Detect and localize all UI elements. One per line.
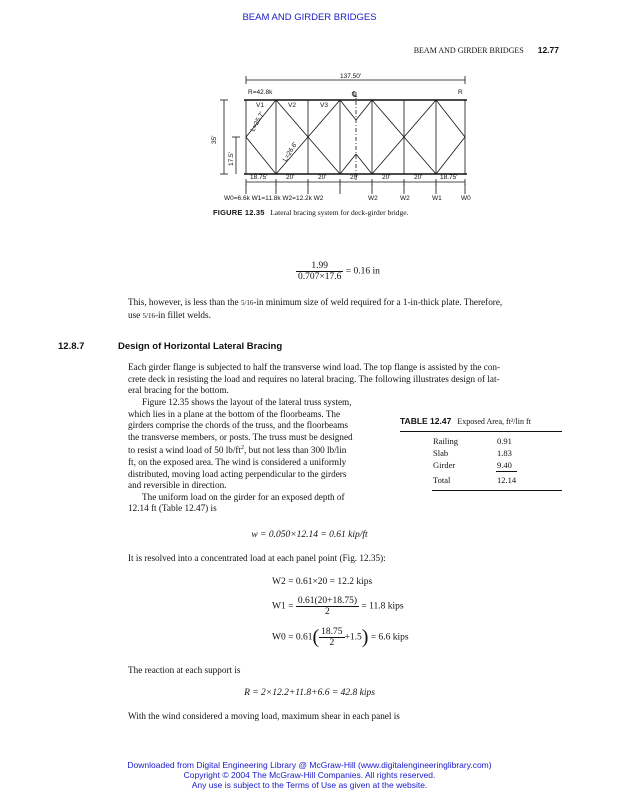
- paragraph-2: [128, 397, 390, 515]
- weld-text-3: use: [128, 309, 143, 320]
- para2-line: and reversible in direction.: [128, 480, 227, 491]
- weld-text-2: -in minimum size of weld required for a 1-in-thick plate. Therefore,: [253, 297, 503, 307]
- table-cell: Total: [433, 474, 451, 485]
- para2-line: ft, on the exposed area. The wind is considered a uniformly: [128, 457, 347, 468]
- section-heading: [58, 341, 282, 352]
- para2-sup: 2: [241, 445, 245, 452]
- para1-line: crete deck in resisting the load and requires no lateral bracing. The following illustrates design of lat-: [128, 373, 500, 384]
- table-cell: 0.91: [497, 436, 512, 446]
- footer: [0, 761, 619, 790]
- para2-l5b: , but not less than 300 lb/lin: [244, 445, 347, 456]
- para2-line: Figure 12.35 shows the layout of the lateral truss system,: [142, 397, 352, 407]
- table-row: [432, 472, 517, 488]
- reaction-left-label: R=42.8k: [248, 89, 273, 96]
- weld-paragraph: [128, 297, 560, 322]
- table-12-47: [400, 416, 562, 491]
- weld-text-1: This, however, is less than the: [128, 297, 241, 307]
- table-label: TABLE 12.47: [400, 416, 452, 426]
- table-cell: 1.83: [497, 448, 512, 458]
- weld-equation: [296, 261, 380, 282]
- weld-eq-rhs: = 0.16 in: [345, 266, 380, 277]
- w1-label: W1: [432, 195, 442, 202]
- v2-label: V2: [288, 102, 296, 109]
- para2-line: distributed, moving load acting perpendicular to the girders: [128, 468, 347, 479]
- panel-dim-1: 18.75': [250, 174, 268, 181]
- weld-fraction: 5/16: [240, 299, 254, 307]
- running-title: BEAM AND GIRDER BRIDGES: [413, 46, 524, 55]
- figure-caption-text: Lateral bracing system for deck-girder bridge.: [270, 208, 409, 217]
- reaction-right-label: R: [458, 89, 463, 96]
- paragraph-1: [128, 362, 560, 397]
- page-number: 12.77: [537, 45, 559, 55]
- height-label: 35': [211, 135, 218, 144]
- panel-dim-7: 18.75': [440, 174, 458, 181]
- weld-text-4: -in fillet welds.: [155, 309, 211, 320]
- w1-rhs: = 11.8 kips: [361, 601, 404, 612]
- footer-copyright: Copyright © 2004 The McGraw-Hill Companies. All rights reserved.: [183, 769, 436, 780]
- shear-text: With the wind considered a moving load, maximum shear in each panel is: [128, 711, 400, 721]
- lateral-bracing-figure: [200, 70, 490, 205]
- w1-equation: [272, 596, 404, 617]
- para2-line: [128, 443, 390, 457]
- v1-label: V1: [256, 102, 264, 109]
- resolved-text: It is resolved into a concentrated load at each panel point (Fig. 12.35):: [128, 553, 386, 563]
- weld-fraction-2: 5/16: [142, 311, 155, 320]
- weld-eq-denominator: 0.707×17.6: [298, 272, 342, 282]
- para2-line: the transverse members, or posts. The truss must be designed: [128, 431, 353, 442]
- wind-load-equation: w = 0.050×12.14 = 0.61 kip/ft: [251, 530, 368, 540]
- w2-label-b: W2: [400, 195, 410, 202]
- footer-terms: Any use is subject to the Terms of Use as given at the website.: [191, 779, 428, 790]
- loads-left-label: W0=6.6k W1=11.8k W2=12.2k W2: [224, 195, 324, 202]
- panel-dim-6: 20': [414, 174, 423, 181]
- section-number: 12.8.7: [58, 341, 85, 352]
- footer-download-link[interactable]: Downloaded from Digital Engineering Library @ McGraw-Hill (www.digitalengineeringlibrary.com): [127, 760, 492, 770]
- w2-label-a: W2: [368, 195, 378, 202]
- panel-dim-5: 20': [382, 174, 391, 181]
- span-label: 137.50': [340, 73, 362, 80]
- section-title: Design of Horizontal Lateral Bracing: [118, 341, 283, 352]
- half-height-label: 17.5': [228, 152, 235, 166]
- weld-eq-numerator: 1.99: [311, 261, 328, 271]
- table-caption: Exposed Area, ft²/lin ft: [457, 417, 531, 426]
- table-row: [432, 447, 517, 459]
- table-row: [432, 459, 517, 472]
- w1-den: 2: [296, 606, 359, 617]
- diagonal-bracing: [246, 100, 465, 174]
- top-banner: BEAM AND GIRDER BRIDGES: [242, 12, 377, 23]
- para3-line: 12.14 ft (Table 12.47) is: [128, 503, 217, 514]
- panel-dim-2: 20': [286, 174, 295, 181]
- table-cell: Slab: [433, 448, 449, 458]
- para1-line: Each girder flange is subjected to half the transverse wind load. The top flange is assisted by the con-: [128, 362, 501, 372]
- running-header: [414, 45, 559, 55]
- table-cell: Girder: [433, 460, 456, 471]
- table-title: [400, 416, 562, 426]
- w0-equation: W0 = 0.61( $\frac{18.75}{2}$ +1.5) = 6.6 kips: [272, 626, 409, 648]
- panel-dim-3: 20': [318, 174, 327, 181]
- exposed-area-table: [432, 435, 517, 488]
- w0-den: 2: [319, 637, 344, 648]
- para1-line: eral bracing for the bottom.: [128, 385, 229, 396]
- w1-num: 0.61(20+18.75): [297, 596, 358, 606]
- table-cell: 9.40: [496, 459, 517, 472]
- para2-l5a: to resist a wind load of 50 lb/ft: [128, 445, 242, 456]
- para2-line: which lies in a plane at the bottom of the floorbeams. The: [128, 408, 341, 419]
- reaction-text: The reaction at each support is: [128, 665, 241, 675]
- w0-rhs: = 6.6 kips: [370, 632, 409, 643]
- w0-plus: +1.5: [344, 632, 362, 643]
- w0-num: 18.75: [321, 627, 343, 637]
- diag-label-2: L=26.6': [281, 141, 299, 164]
- w1-lhs: W1 =: [272, 601, 294, 612]
- w2-equation: W2 = 0.61×20 = 12.2 kips: [272, 577, 373, 587]
- v3-label: V3: [320, 102, 328, 109]
- centerline-symbol: ℄: [352, 90, 358, 99]
- table-row: [432, 435, 517, 447]
- table-cell: 12.14: [497, 474, 517, 485]
- w0-lhs: W0 = 0.61: [272, 632, 313, 643]
- panel-dim-4: 20': [350, 174, 359, 181]
- w0-label: W0: [461, 195, 471, 202]
- diag-label-1: L=25.7': [249, 110, 266, 133]
- figure-caption-label: FIGURE 12.35: [213, 208, 265, 217]
- figure-caption: [213, 208, 409, 217]
- table-cell: Railing: [433, 436, 459, 446]
- para2-line: girders comprise the chords of the truss, and the floorbeams: [128, 420, 348, 431]
- reaction-equation: R = 2×12.2+11.8+6.6 = 42.8 kips: [244, 688, 375, 698]
- para3-line: The uniform load on the girder for an exposed depth of: [142, 491, 345, 502]
